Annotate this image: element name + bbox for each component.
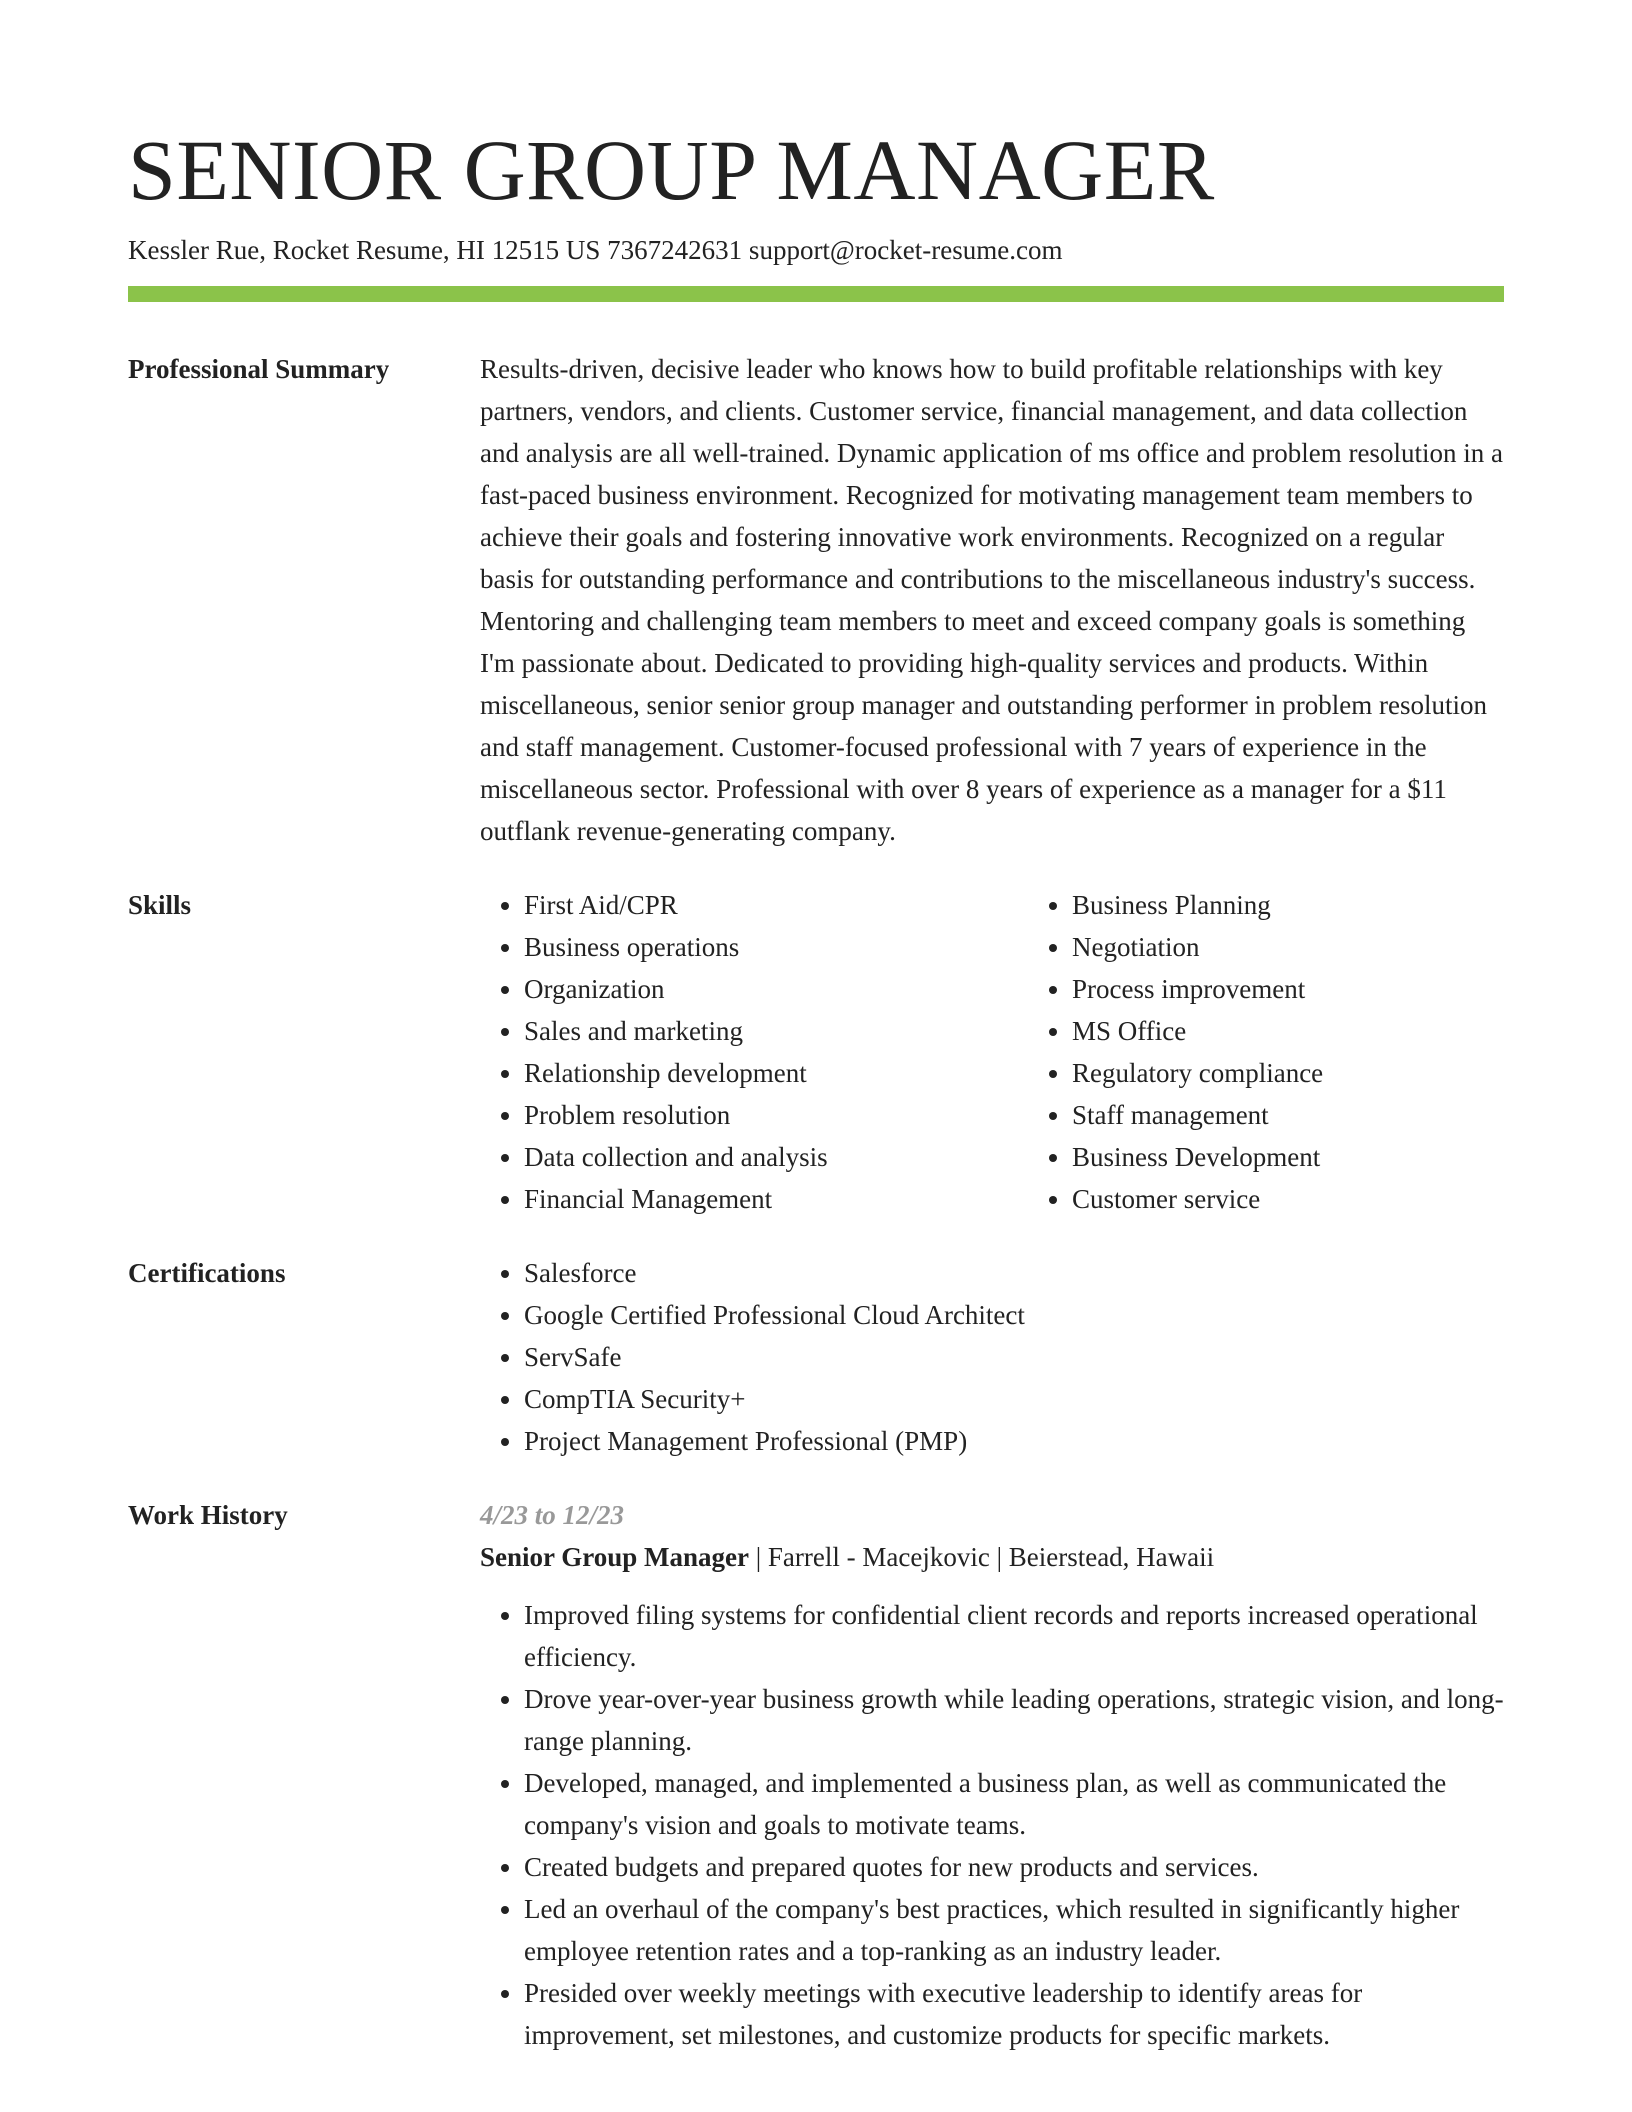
work-history-body [480,1494,1504,2056]
summary-body [480,348,1504,852]
skills-list-right [1028,884,1576,1220]
skills-columns [480,884,1576,1220]
skill-item: • First Aid/CPR [524,884,1028,926]
responsibility-item: • Improved filing systems for confidential client records and reports increased operational efficiency. [524,1594,1504,1678]
skills-list-left [480,884,1028,1220]
job-heading [480,1536,1504,1578]
certification-item: • Salesforce [524,1252,1504,1294]
job-company-location: | Farrell - Macejkovic | Beierstead, Hawaii [749,1542,1215,1572]
certification-item: • Project Management Professional (PMP) [524,1420,1504,1462]
certifications-list [480,1252,1504,1462]
skill-item: • Financial Management [524,1178,1028,1220]
summary-text: Results-driven, decisive leader who knows how to build profitable relationships with key partners, vendors, and clients. Customer service, financial management, and data collection and analysis are all well-trained. Dynamic application of ms office and problem resolution in a fast-paced business environment. Recognized for motivating management team members to achieve their goals and fostering innovative work environments. Recognized on a regular basis for outstanding performance and contributions to the miscellaneous industry's success. Mentoring and challenging team members to meet and exceed company goals is something I'm passionate about. Dedicated to providing high-quality services and products. Within miscellaneous, senior senior group manager and outstanding performer in problem resolution and staff management. Customer-focused professional with 7 years of experience in the miscellaneous sector. Professional with over 8 years of experience as a manager for a $11 outflank revenue-generating company. [480,354,1503,846]
job-entry [480,1494,1504,2056]
skill-item: • Process improvement [1072,968,1576,1010]
skill-item: • Customer service [1072,1178,1576,1220]
section-label-skills: Skills [128,890,192,920]
skill-item: • Relationship development [524,1052,1028,1094]
skill-item: • Organization [524,968,1028,1010]
skill-item: • Staff management [1072,1094,1576,1136]
job-dates: 4/23 to 12/23 [480,1500,625,1530]
certification-item: • CompTIA Security+ [524,1378,1504,1420]
contact-line: Kessler Rue, Rocket Resume, HI 12515 US 7367242631 support@rocket-resume.com [128,235,1063,265]
section-label-summary: Professional Summary [128,354,390,384]
skill-item: • Data collection and analysis [524,1136,1028,1178]
skill-item: • MS Office [1072,1010,1576,1052]
skill-item: • Regulatory compliance [1072,1052,1576,1094]
skill-item: • Business Development [1072,1136,1576,1178]
responsibility-item: • Developed, managed, and implemented a business plan, as well as communicated the company's vision and goals to motivate teams. [524,1762,1504,1846]
section-skills [128,884,1504,1220]
job-responsibilities [480,1594,1504,2056]
certification-item: • Google Certified Professional Cloud Architect [524,1294,1504,1336]
accent-divider [128,286,1504,302]
resume-title: SENIOR GROUP MANAGER [128,122,1215,218]
section-certifications [128,1252,1504,1462]
resume-page [128,120,1504,2056]
job-title: Senior Group Manager [480,1542,750,1572]
section-label-work-history: Work History [128,1500,288,1530]
responsibility-item: • Led an overhaul of the company's best practices, which resulted in significantly higher employee retention rates and a top-ranking as an industry leader. [524,1888,1504,1972]
certifications-body [480,1252,1504,1462]
section-professional-summary [128,348,1504,852]
skill-item: • Problem resolution [524,1094,1028,1136]
responsibility-item: • Created budgets and prepared quotes for new products and services. [524,1846,1504,1888]
section-work-history [128,1494,1504,2056]
certification-item: • ServSafe [524,1336,1504,1378]
responsibility-item: • Presided over weekly meetings with executive leadership to identify areas for improvement, set milestones, and customize products for specific markets. [524,1972,1504,2056]
skill-item: • Negotiation [1072,926,1576,968]
skill-item: • Business operations [524,926,1028,968]
skill-item: • Sales and marketing [524,1010,1028,1052]
skill-item: • Business Planning [1072,884,1576,926]
section-label-certifications: Certifications [128,1258,286,1288]
responsibility-item: • Drove year-over-year business growth while leading operations, strategic vision, and long-range planning. [524,1678,1504,1762]
